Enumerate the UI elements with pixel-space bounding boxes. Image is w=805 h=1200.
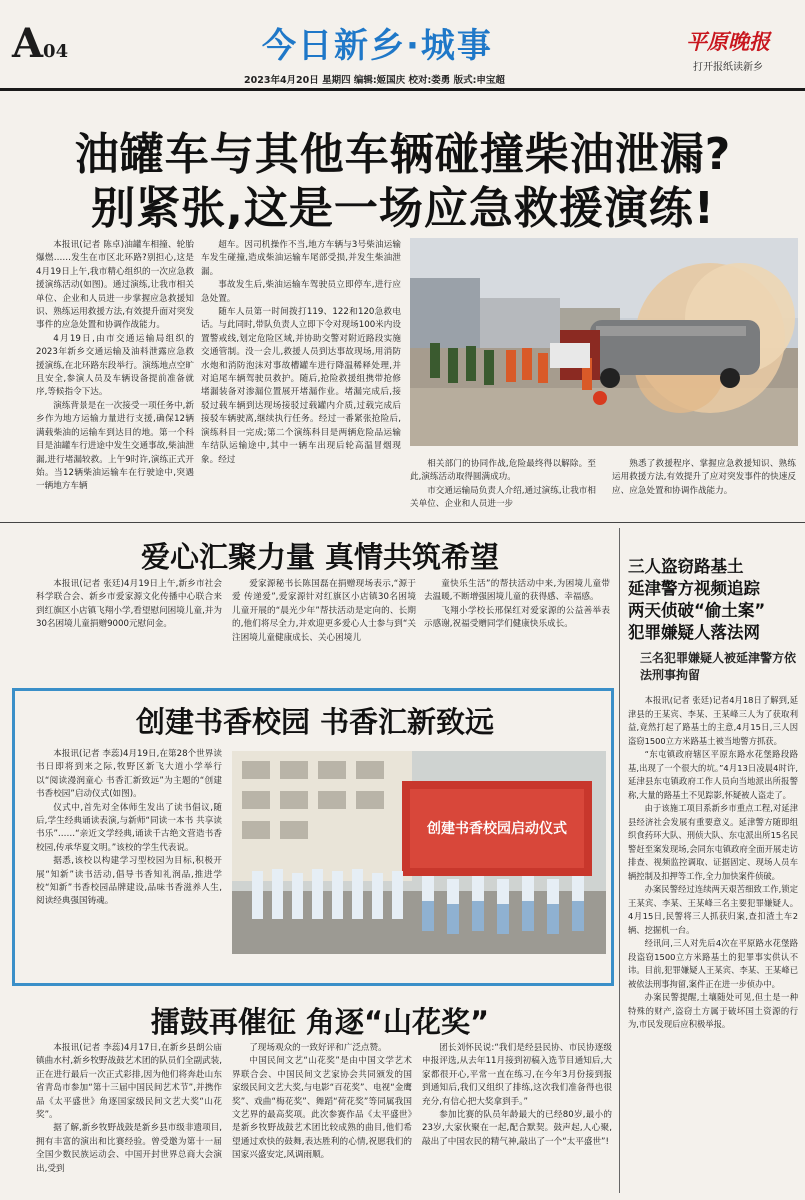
love-paragraph: 爱家源秘书长陈国磊在捐赠现场表示,“源于爱 传递爱”,爱家源针对红旗区小店镇30名困境儿童开展的“晨光少年”帮扶活动是定向的、长期的,他们将尽全力,并欢迎更多爱心人士参与到“关注困境儿童健康成长、关心困境儿	[232, 579, 416, 643]
drum-column-2	[232, 1042, 412, 1163]
lead-paragraph: 4月19日,由市交通运输局组织的2023年新乡交通运输及油料泄露应急救援演练,在北环路东段举行。演练地点空旷且安全,参演人员及车辆设备提前准备就序,等候指令下达。	[36, 333, 194, 398]
lead-paragraph: 随车人员第一时间拨打119、122和120急救电话。与此同时,带队负责人立即下令对现场100米内设置警戒线,划定危险区域,并协助交警对附近路段实施交通管制。没一会儿,救援人员到达事故现场,用消防水炮和消防泡沫对事故槽罐车进行降温稀释处理,并对追尾车辆驾驶员救护。随后,抢险救援组携带抢修堵漏装备对渗漏位置展开堵漏作业。堵漏完成后,接驳过载车辆到达现场接驳过载罐内介质,过载完成后接驳车辆驶离,继续执行任务。经过一番紧张抢险后,演练科目一完成;第二个演练科目是两辆危险品运输车结队运输途中,其中一辆车出现后轮高温冒烟现象。经过	[201, 307, 401, 465]
side-paragraph: 由于该施工项目系新乡市重点工程,对延津县经济社会发展有重要意义。延津警方随即组织食药环大队、刑侦大队、东屯派出所15名民警赶至案发现场,会同东屯镇政府全面开展走访排查、视频监控调取、证据固定、现场人员车辆控制及扣押等工作,全力加快案件侦破。	[628, 803, 798, 881]
side-headline-line: 犯罪嫌疑人落法网	[628, 623, 760, 642]
side-column	[628, 694, 798, 1032]
drum-paragraph: 中国民间文艺“山花奖”是由中国文学艺术界联合会、中国民间文艺家协会共同颁发的国家级民间文艺大奖,与电影“百花奖”、电视“金鹰奖”、戏曲“梅花奖”、舞蹈“荷花奖”等同属我国文艺界的最高奖项。此次参赛作品《太平盛世》是新乡牧野战鼓艺术团比较成熟的曲目,他们希望通过欢快的鼓舞,表达胜利的心情,祝愿我们的国家兴盛安定,风调雨顺。	[232, 1056, 412, 1161]
header-rule	[0, 88, 805, 91]
school-paragraph: 本报讯(记者 李蕊)4月19日,在第28个世界读书日即将到来之际,牧野区新飞大道小学举行以“阅读漫润童心 书香汇新致远”为主题的“创建书香校园”启动仪式(如图)。	[36, 749, 222, 800]
drum-column-3	[422, 1042, 612, 1149]
love-paragraph: 本报讯(记者 张廷)4月19日上午,新乡市社会科学联合会、新乡市爱家源文化传播中心联合来到红旗区小店镇飞翔小学,看望慰问困境儿童,并为30名困境儿童捐赠9000元慰问金。	[36, 579, 222, 630]
lead-column-2	[201, 239, 401, 467]
lead-paragraph: 事故发生后,柴油运输车驾驶员立即停车,进行应急处置。	[201, 280, 401, 304]
column-divider	[619, 528, 620, 1193]
lead-column-3	[410, 458, 596, 512]
section-masthead: 今日新乡·城事	[262, 26, 493, 66]
lead-headline-line2: 别紧张,这是一场应急救援演练!	[91, 183, 715, 234]
drum-headline: 擂鼓再催征 角逐“山花奖”	[150, 1005, 490, 1039]
side-paragraph: 办案民警提醒,土壤随处可见,但土是一种特殊的财产,盗窃土方属于破坏国土资源的行为,市民发现后应积极举报。	[628, 992, 798, 1029]
lead-paragraph: 演练背景是在一次接受一项任务中,新乡作为地方运输力量进行支援,确保12辆满载柴油的运输车到达目的地。第一个科目是油罐车行进途中发生交通事故,柴油泄漏,进行堵漏较救。上午9时许,演练正式开始。当12辆柴油运输车在行驶途中,突遇一辆地方车辆	[36, 400, 194, 492]
newspaper-logo	[664, 26, 792, 73]
side-paragraph: “东屯镇政府辖区平原东路水花堡路段路基,出现了一个很大的坑。”4月13日凌晨4时许,延津县东屯镇政府工作人员向当地派出所报警称,大量的路基土不见踪影,怀疑被人盗走了。	[628, 749, 798, 800]
drum-paragraph: 据了解,新乡牧野战鼓是新乡县市级非遗项目,拥有丰富的演出和比赛经验。曾受邀为第十一届全国少数民族运动会、中国开封世界总商大会演出,受到	[36, 1123, 222, 1174]
side-subtitle: 三名犯罪嫌疑人被延津警方依法刑事拘留	[640, 651, 797, 682]
lead-column-4	[612, 458, 796, 498]
drill-photo-illustration	[410, 238, 798, 446]
side-headline-line: 三人盗窃路基土	[628, 557, 744, 576]
love-headline: 爱心汇聚力量 真情共筑希望	[140, 540, 500, 574]
lead-paragraph: 超车。因司机操作不当,地方车辆与3号柴油运输车发生碰撞,造成柴油运输车尾部受损,并发生柴油泄漏。	[201, 240, 401, 277]
school-paragraph: 据悉,该校以构建学习型校园为目标,积极开展“知新”读书活动,倡导书香知礼润品,推进学校“知新”书香校园品牌建设,品味书香滋养人生,阅读经典强国铸魂。	[36, 856, 222, 907]
love-column-3	[424, 578, 610, 632]
drum-column-1	[36, 1042, 222, 1176]
school-paragraph: 仪式中,首先对全体师生发出了读书倡议,随后,学生经典诵读表演,与新师“同读一本书 共享读书乐”……“亲近文学经典,诵读千古绝文营造书香校园,传承华夏文明。”该校的学生代表说。	[36, 802, 222, 853]
drum-paragraph: 参加比赛的队员年龄最大的已经80岁,最小的23岁,大家伙聚在一起,配合默契。鼓声起,人心聚,敲出了中国农民的精气神,敲出了一个“太平盛世”!	[422, 1110, 612, 1147]
lead-column-1	[36, 239, 194, 494]
school-headline: 创建书香校园 书香汇新致远	[135, 705, 495, 739]
side-paragraph: 办案民警经过连续两天艰苦细致工作,锁定王某宾、李某、王某峰三名主要犯罪嫌疑人。4月15日,民警将三人抓获归案,查扣渣土车2辆、挖掘机一台。	[628, 884, 798, 935]
drill-photo	[410, 238, 798, 446]
lead-headline-line1: 油罐车与其他车辆碰撞柴油泄漏?	[74, 129, 732, 180]
love-paragraph: 飞翔小学校长邢保红对爱家源的公益善举表示感谢,祝福受赠同学们健康快乐成长。	[424, 605, 610, 630]
love-column-1	[36, 578, 222, 632]
school-ceremony-photo	[232, 751, 606, 954]
school-photo-illustration	[232, 751, 606, 954]
lead-paragraph: 市交通运输局负责人介绍,通过演练,让我市相关单位、企业和人员进一步	[410, 485, 596, 510]
side-paragraph: 经讯问,三人对先后4次在平原路水花堡路段盗窃1500立方米路基土的犯罪事实供认不讳。目前,犯罪嫌疑人王某宾、李某、王某峰已被依法刑事拘留,案件正在进一步侦办中。	[628, 938, 798, 989]
lead-paragraph: 熟悉了救援程序、掌握应急救援知识、熟练运用救援方法,有效提升了应对突发事件的快速反应、应急处置和协调作战能力。	[612, 459, 796, 496]
lead-paragraph: 本报讯(记者 陈卓)油罐车相撞、轮胎爆燃……发生在市区北环路?别担心,这是4月19日上午,我市精心组织的一次应急救援演练活动(如图)。通过演练,让我市相关单位、企业和人员进一步掌握应急救援知识、熟练运用救援方法,有效提升面对突发事件的应急处置和协调作战能力。	[36, 240, 194, 331]
section-divider	[0, 522, 805, 523]
logo-slogan: 打开报纸读新乡	[693, 62, 763, 73]
love-column-2	[232, 578, 416, 645]
drum-paragraph: 本报讯(记者 李蕊)4月17日,在新乡县朗公庙镇曲水村,新乡牧野战鼓艺术团的队员们全副武装,正在进行最后一次正式彩排,因为他们将奔赴山东省青岛市参加“第十三届中国民间艺术节”,并携作品《太平盛世》角逐国家级民间文艺大奖“山花奖”。	[36, 1043, 222, 1121]
side-headline-line: 两天侦破“偷土案”	[628, 601, 766, 620]
drum-paragraph: 了现场观众的一致好评和广泛点赞。	[249, 1043, 387, 1053]
school-column	[36, 748, 222, 909]
side-headline-line: 延津警方视频追踪	[628, 579, 760, 598]
ceremony-banner: 创建书香校园启动仪式	[427, 821, 567, 837]
side-headline	[628, 556, 800, 644]
page-number: A04	[12, 20, 69, 67]
logo-text: 平原晚报	[686, 29, 770, 54]
drum-paragraph: 团长刘怀民说:“我们是经县民协、市民协逐级申报评选,从去年11月接到初稿入选节目通知后,大家都很开心,平常一直在练习,在今年3月份接到报到通知后,我们又组织了排练,这次我们准备得也很充分,有信心把大奖拿到手。”	[422, 1043, 612, 1107]
love-paragraph: 童快乐生活”的帮扶活动中来,为困境儿童带去温暖,不断增强困境儿童的获得感、幸福感。	[424, 579, 610, 603]
issue-meta-line: 2023年4月20日 星期四 编辑:姬国庆 校对:娄勇 版式:申宝超	[244, 75, 505, 86]
lead-paragraph: 相关部门的协同作战,危险最终得以解除。至此,演练活动取得圆满成功。	[410, 459, 596, 483]
side-paragraph: 本报讯(记者 张廷)记者4月18日了解到,延津县的王某宾、李某、王某峰三人为了获取利益,竟然打起了路基土的主意,4月15日,三人因盗窃1500立方米路基土被当地警方抓获。	[628, 695, 798, 746]
